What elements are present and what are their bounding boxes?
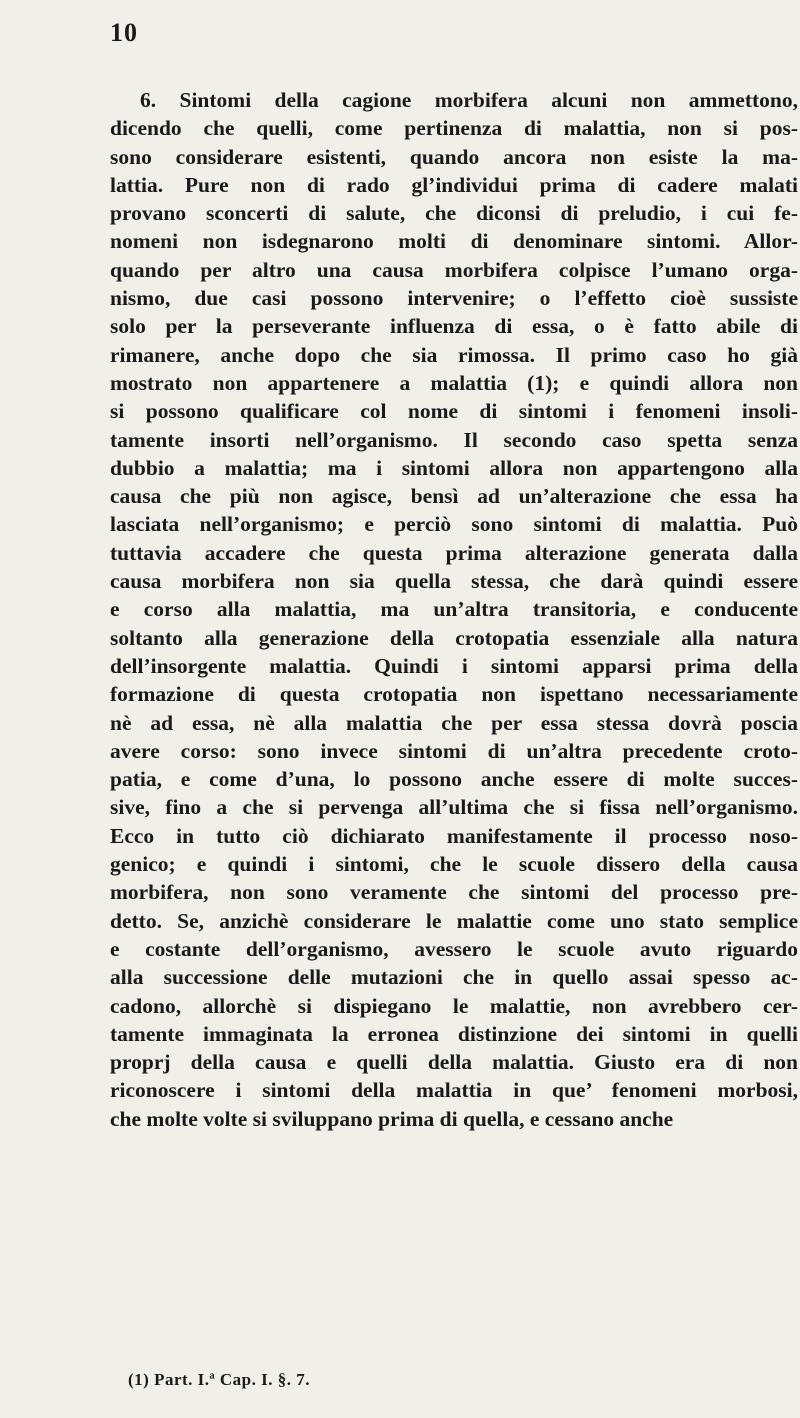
- text-line: provano sconcerti di salute, che diconsi di preludio, i cui fe-: [110, 201, 798, 226]
- text-line: cadono, allorchè si dispiegano le malattie, non avrebbero cer-: [110, 993, 798, 1018]
- text-line: causa che più non agisce, bensì ad un’alterazione che essa ha: [110, 484, 798, 509]
- text-line: dubbio a malattia; ma i sintomi allora non appartengono alla: [110, 455, 798, 480]
- text-line: riconoscere i sintomi della malattia in que’ fenomeni morbosi,: [110, 1078, 798, 1103]
- text-line: mostrato non appartenere a malattia (1); e quindi allora non: [110, 370, 798, 395]
- text-line: e costante dell’organismo, avessero le scuole avuto riguardo: [110, 936, 798, 961]
- text-line: alla successione delle mutazioni che in quello assai spesso ac-: [110, 965, 798, 990]
- text-line: morbifera, non sono veramente che sintomi del processo pre-: [110, 880, 798, 905]
- text-line: 6. Sintomi della cagione morbifera alcuni non ammettono,: [140, 88, 798, 112]
- text-line: solo per la perseverante influenza di essa, o è fatto abile di: [110, 314, 798, 339]
- text-line: genico; e quindi i sintomi, che le scuole dissero della causa: [110, 852, 798, 877]
- text-line: detto. Se, anzichè considerare le malattie come uno stato semplice: [110, 908, 798, 933]
- text-line: Ecco in tutto ciò dichiarato manifestamente il processo noso-: [110, 823, 798, 848]
- text-line: tuttavia accadere che questa prima alterazione generata dalla: [110, 540, 798, 565]
- page-number: 10: [110, 18, 138, 47]
- footnote: (1) Part. I.ª Cap. I. §. 7.: [128, 1370, 310, 1389]
- text-line: nomeni non isdegnarono molti di denominare sintomi. Allor-: [110, 229, 798, 254]
- paragraph-6: [110, 86, 798, 1133]
- text-line: formazione di questa crotopatia non ispettano necessariamente: [110, 682, 798, 707]
- text-line: tamente insorti nell’organismo. Il secondo caso spetta senza: [110, 427, 798, 452]
- text-line: dell’insorgente malattia. Quindi i sintomi apparsi prima della: [110, 653, 798, 678]
- text-line: tamente immaginata la erronea distinzione dei sintomi in quelli: [110, 1021, 798, 1046]
- text-line: sono considerare esistenti, quando ancora non esiste la ma-: [110, 144, 798, 169]
- text-line: lasciata nell’organismo; e perciò sono sintomi di malattia. Può: [110, 512, 798, 537]
- text-line: causa morbifera non sia quella stessa, che darà quindi essere: [110, 569, 798, 594]
- text-line: quando per altro una causa morbifera colpisce l’umano orga-: [110, 257, 798, 282]
- text-line: che molte volte si sviluppano prima di quella, e cessano anche: [110, 1106, 674, 1131]
- text-line: nismo, due casi possono intervenire; o l’effetto cioè sussiste: [110, 286, 798, 311]
- text-line: nè ad essa, nè alla malattia che per essa stessa dovrà poscia: [110, 710, 798, 735]
- text-line: lattia. Pure non di rado gl’individui prima di cadere malati: [110, 172, 798, 197]
- text-line: e corso alla malattia, ma un’altra transitoria, e conducente: [110, 597, 798, 622]
- text-line: avere corso: sono invece sintomi di un’altra precedente croto-: [110, 738, 798, 763]
- text-line: sive, fino a che si pervenga all’ultima che si fissa nell’organismo.: [110, 795, 798, 820]
- text-line: patia, e come d’una, lo possono anche essere di molte succes-: [110, 767, 798, 792]
- text-line: si possono qualificare col nome di sintomi i fenomeni insoli-: [110, 399, 798, 424]
- text-line: proprj della causa e quelli della malattia. Giusto era di non: [110, 1050, 798, 1075]
- text-line: dicendo che quelli, come pertinenza di malattia, non si pos-: [110, 116, 798, 141]
- text-line: rimanere, anche dopo che sia rimossa. Il primo caso ho già: [110, 342, 798, 367]
- text-line: soltanto alla generazione della crotopatia essenziale alla natura: [110, 625, 798, 650]
